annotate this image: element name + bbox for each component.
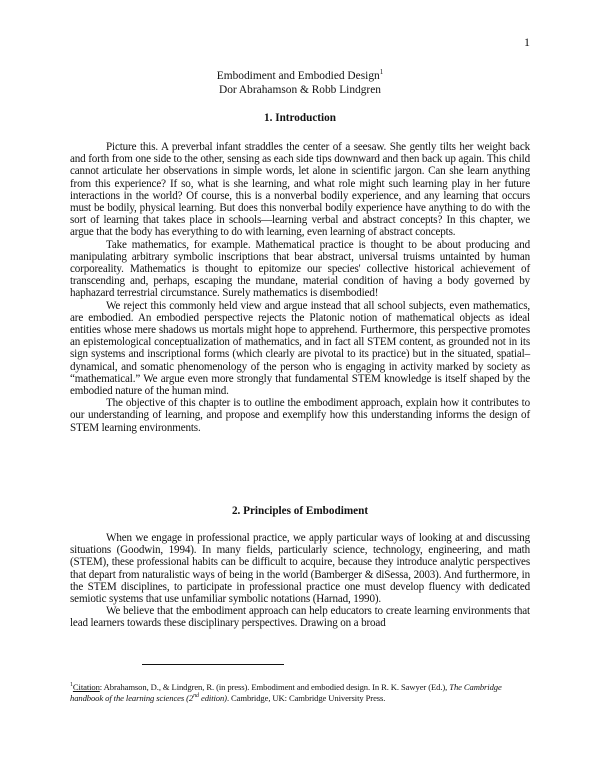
section-body-principles: [70, 532, 530, 630]
section-body-introduction: [70, 141, 530, 434]
paragraph: When we engage in professional practice, we apply particular ways of looking at and discussing situations (Goodwin, 1994). In many fields, particularly science, technology, engineering, and math (STEM), these professional habits can be difficult to acquire, because they introduce analytic perspectives that depart from naturalistic ways of being in the world (Bamberger & diSessa, 2003). And furthermore, in the STEM disciplines, to participate in professional practice one must develop fluency with dedicated semiotic systems that use unfamiliar symbolic notations (Harnad, 1990).: [70, 532, 530, 606]
paper-title-text: Embodiment and Embodied Design: [216, 70, 380, 82]
title-block: [70, 70, 530, 97]
footnote-publisher: . Cambridge, UK: Cambridge University Press.: [226, 693, 386, 703]
footnote-edition-superscript: nd: [193, 693, 199, 700]
footnote-text: : Abrahamson, D., & Lindgren, R. (in press). Embodiment and embodied design. In R. K. Sawyer (Ed.),: [99, 682, 448, 692]
section-heading-introduction: 1. Introduction: [264, 112, 336, 124]
page-number: 1: [524, 35, 530, 49]
paragraph: We believe that the embodiment approach can help educators to create learning environments that lead learners towards these disciplinary perspectives. Drawing on a broad: [70, 605, 530, 630]
footnote-edition-text: edition): [198, 693, 227, 703]
paragraph: Take mathematics, for example. Mathematical practice is thought to be about producing and manipulating arbitrary symbolic inscriptions that bear abstract, universal truisms untainted by human corporeality. Mathematics is thought to epitomize our species' collective historical achievement of transcending and, perhaps, escaping the mundane, material condition of having a body governed by haphazard terrestrial circumstance. Surely mathematics is disembodied!: [70, 238, 530, 300]
paragraph: The objective of this chapter is to outline the embodiment approach, explain how it contributes to our understanding of learning, and propose and exemplify how this understanding informs the design of STEM learning environments.: [70, 397, 530, 434]
footnote-book-title-text: The Cambridge handbook of the learning sciences (2: [70, 682, 502, 703]
authors: Dor Abrahamson & Robb Lindgren: [219, 83, 381, 96]
title-footnote-marker: 1: [379, 68, 384, 77]
footnote-label: Citation: [72, 682, 100, 692]
paragraph: Picture this. A preverbal infant straddles the center of a seesaw. She gently tilts her weight back and forth from one side to the other, sensing as each side tips downward and then back up again. This child cannot articulate her observations in simple words, let alone in scientific jargon. Can she learn anything from this experience? If so, what is she learning, and what role might such learning play in her future interactions in the world? Of course, this is a nonverbal bodily experience, and any learning that occurs must be bodily, physical learning. But does this nonverbal bodily experience have anything to do with the sort of learning that takes place in schools—learning verbal and abstract concepts? In this chapter, we argue that the body has everything to do with learning, even learning of abstract concepts.: [70, 141, 530, 239]
footnote: [70, 682, 530, 704]
paragraph: We reject this commonly held view and argue instead that all school subjects, even mathematics, are embodied. An embodied perspective rejects the Platonic notion of mathematical objects as ideal entities whose mere shadows us mortals might hope to apprehend. Furthermore, this perspective promotes an epistemological conceptualization of mathematics, and in fact all STEM content, as grounded not in its sign systems and inscriptional forms (which clearly are pivotal to its practice) but in the situated, spatial–dynamical, and somatic phenomenology of the person who is engaging in activity marked by society as “mathematical.” We argue even more strongly that fundamental STEM knowledge is itself shaped by the embodied nature of the human mind.: [70, 299, 530, 398]
section-heading-principles: 2. Principles of Embodiment: [231, 505, 369, 517]
footnote-marker: 1: [70, 682, 73, 689]
footnote-divider: [142, 664, 284, 665]
paper-title: [70, 70, 530, 84]
